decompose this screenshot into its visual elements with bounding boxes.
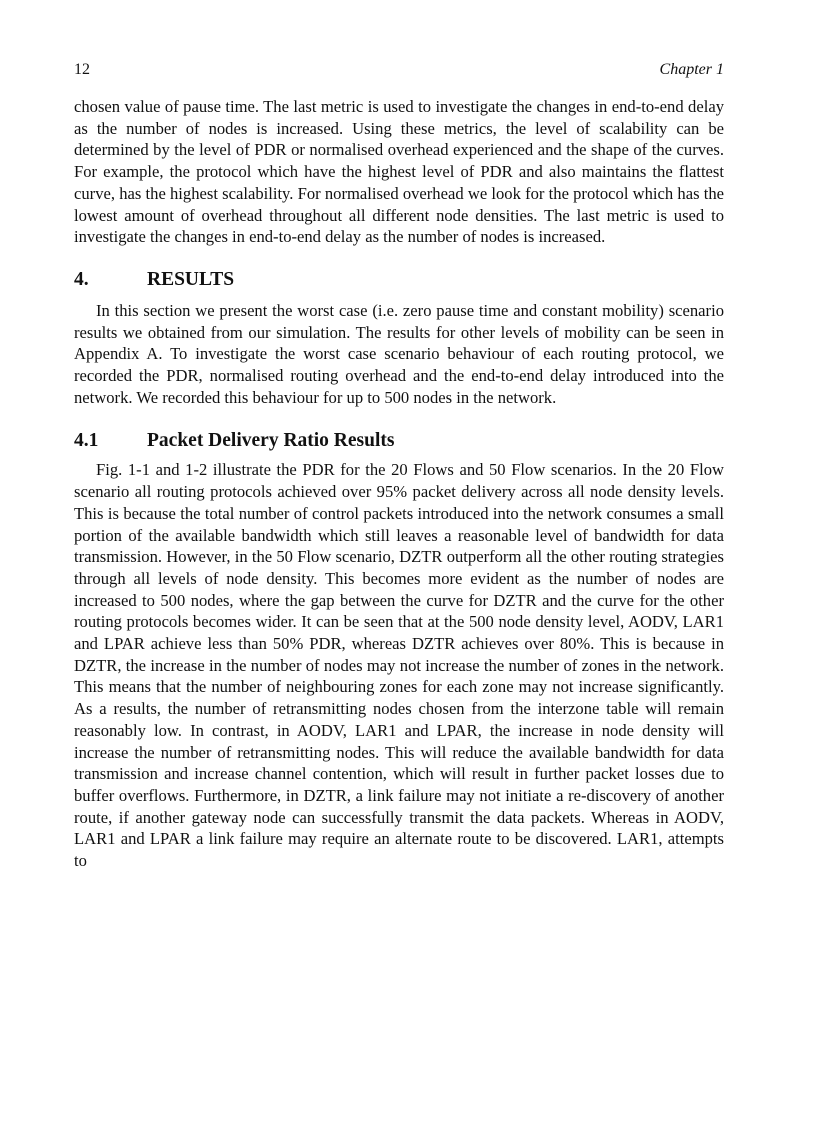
page (74, 58, 724, 872)
subsection-title: Packet Delivery Ratio Results (147, 430, 395, 452)
subsection-heading (74, 428, 724, 454)
subsection-number: 4.1 (74, 430, 99, 452)
running-head (74, 58, 724, 82)
section-paragraph: In this section we present the worst case (i.e. zero pause time and constant mobility) scenario results we obtained from our simulation. The results for other levels of mobility can be seen in Appendix A. To investigate the worst case scenario behaviour of each routing protocol, we recorded the PDR, normalised routing overhead and the end-to-end delay introduced into the network. We recorded this behaviour for up to 500 nodes in the network. (74, 300, 724, 407)
section-title: RESULTS (147, 268, 235, 290)
page-number: 12 (74, 61, 90, 78)
chapter-label: Chapter 1 (659, 61, 724, 78)
section-heading (74, 267, 724, 293)
intro-paragraph: chosen value of pause time. The last metric is used to investigate the changes in end-to-end delay as the number of nodes is increased. Using these metrics, the level of scalability can be determined by the level of PDR or normalised overhead experienced and the shape of the curves. For example, the protocol which have the highest level of PDR and also maintains the flattest curve, has the highest scalability. For normalised overhead we look for the protocol which has the lowest amount of overhead throughout all different node densities. The last metric is used to investigate the changes in end-to-end delay as the number of nodes is increased. (74, 97, 724, 247)
section-number: 4. (74, 268, 89, 290)
subsection-paragraph: Fig. 1-1 and 1-2 illustrate the PDR for the 20 Flows and 50 Flow scenarios. In the 20 Flow scenario all routing protocols achieved over 95% packet delivery across all node density levels. This is because the total number of control packets introduced into the network consumes a small portion of the available bandwidth which still leaves a reasonable level of bandwidth for data transmission. However, in the 50 Flow scenario, DZTR outperform all the other routing strategies through all levels of node density. This becomes more evident as the number of nodes are increased to 500 nodes, where the gap between the curve for DZTR and the curve for the other routing protocols becomes wider. It can be seen that at the 500 node density level, AODV, LAR1 and LPAR achieve less than 50% PDR, whereas DZTR achieves over 80%. This is because in DZTR, the increase in the number of nodes may not increase the number of zones in the network. This means that the number of neighbouring zones for each zone may not increase significantly. As a results, the number of retransmitting nodes chosen from the interzone table will remain reasonably low. In contrast, in AODV, LAR1 and LPAR, the increase in node density will increase the number of retransmitting nodes. This will reduce the available bandwidth for data transmission and increase channel contention, which will result in further packet losses due to buffer overflows. Furthermore, in DZTR, a link failure may not initiate a re-discovery of another route, if another gateway node can successfully transmit the data packets. Whereas in AODV, LAR1 and LPAR a link failure may require an alternate route to be discovered. LAR1, attempts to (74, 460, 724, 871)
